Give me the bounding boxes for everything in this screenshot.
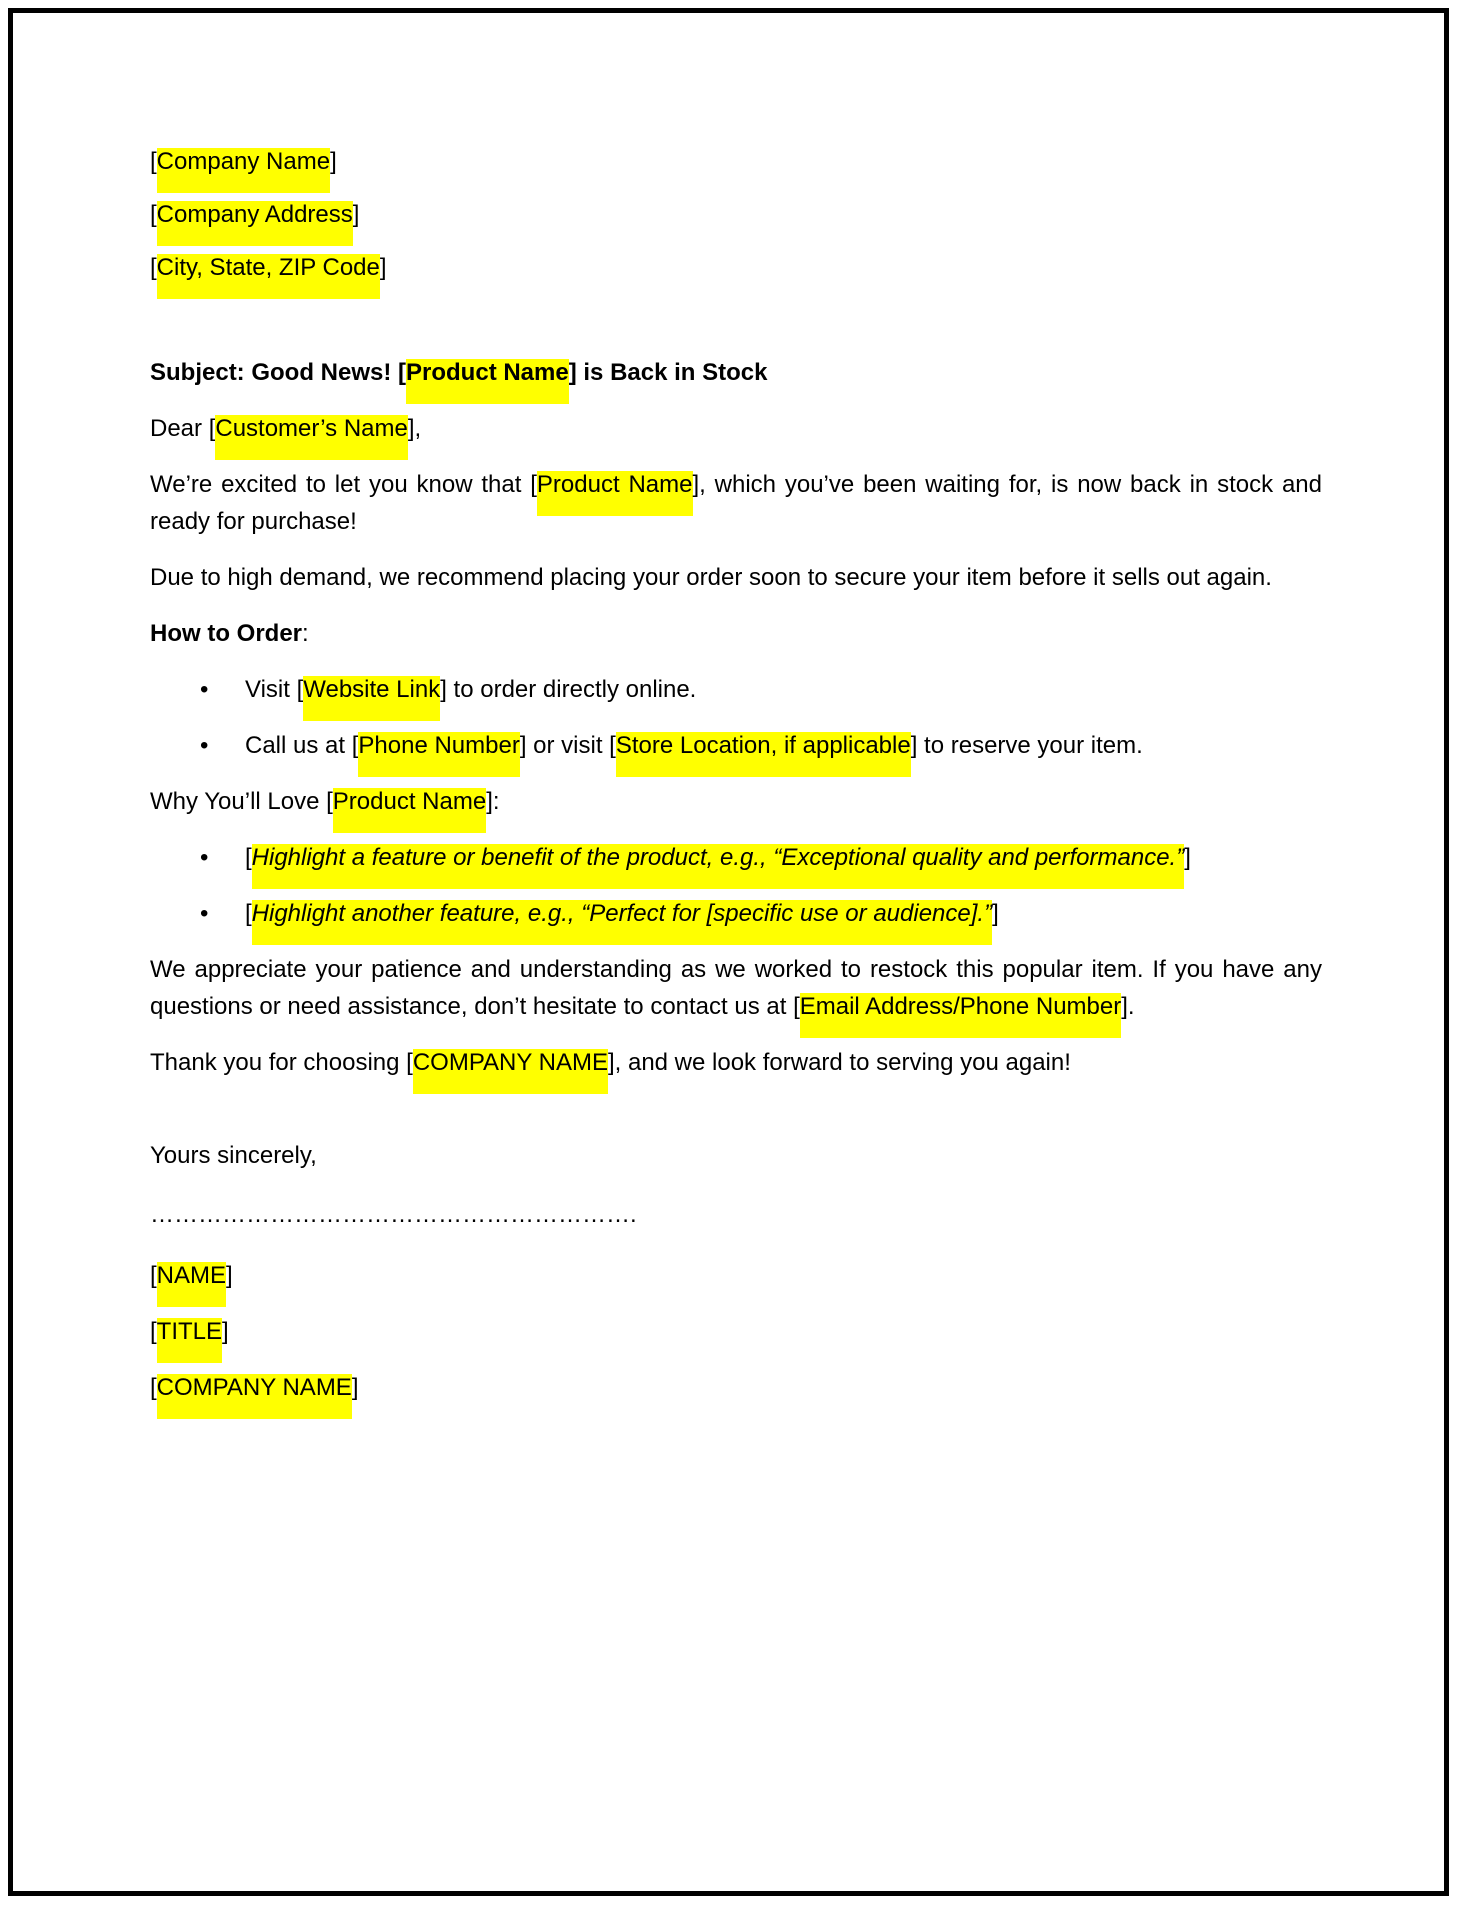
- placeholder-city-state-zip: City, State, ZIP Code: [157, 254, 380, 299]
- list-item: • Visit [Website Link] to order directly online.: [150, 671, 1322, 708]
- placeholder-product-name: Product Name: [406, 359, 569, 404]
- signature-title: [TITLE]: [150, 1313, 1322, 1350]
- sender-city-state-zip: [City, State, ZIP Code]: [150, 249, 1322, 286]
- paragraph-appreciation: We appreciate your patience and understanding as we worked to restock this popular item. If you have any questions or need assistance, don’t hesitate to contact us at [Email Address/Phone Number].: [150, 951, 1322, 1025]
- placeholder-company-address: Company Address: [157, 201, 353, 246]
- how-to-order-heading: How to Order:: [150, 620, 309, 647]
- placeholder-product-name: Product Name: [537, 471, 693, 516]
- placeholder-phone-number: Phone Number: [358, 732, 519, 777]
- closing: Yours sincerely,: [150, 1142, 317, 1169]
- subject-line: Subject: Good News! [Product Name] is Back in Stock: [150, 354, 1322, 391]
- signature-line: …………………………………………………….: [150, 1201, 637, 1228]
- list-item: • [Highlight another feature, e.g., “Perfect for [specific use or audience].”]: [150, 895, 1322, 932]
- paragraph-thanks: Thank you for choosing [COMPANY NAME], and we look forward to serving you again!: [150, 1044, 1322, 1081]
- placeholder-contact: Email Address/Phone Number: [800, 993, 1122, 1038]
- sender-company-name: [Company Name]: [150, 143, 1322, 180]
- placeholder-title: TITLE: [157, 1318, 222, 1363]
- placeholder-feature-2: Highlight another feature, e.g., “Perfect for [specific use or audience].”: [252, 900, 992, 945]
- bullet-icon: •: [200, 676, 209, 703]
- document-page: [8, 8, 1449, 1896]
- placeholder-company-name: COMPANY NAME: [413, 1049, 608, 1094]
- list-item: • [Highlight a feature or benefit of the product, e.g., “Exceptional quality and performance.”]: [150, 839, 1322, 876]
- placeholder-product-name: Product Name: [333, 788, 486, 833]
- letter-body: [150, 143, 1322, 1406]
- placeholder-feature-1: Highlight a feature or benefit of the product, e.g., “Exceptional quality and performance.”: [252, 844, 1185, 889]
- signature-company: [COMPANY NAME]: [150, 1369, 1322, 1406]
- bullet-icon: •: [200, 900, 209, 927]
- paragraph-intro: We’re excited to let you know that [Product Name], which you’ve been waiting for, is now back in stock and ready for purchase!: [150, 471, 1322, 535]
- signature-name: [NAME]: [150, 1257, 1322, 1294]
- why-love-heading: Why You’ll Love [Product Name]:: [150, 783, 1322, 820]
- placeholder-store-location: Store Location, if applicable: [616, 732, 911, 777]
- features-list: [150, 839, 1322, 932]
- salutation: Dear [Customer’s Name],: [150, 410, 1322, 447]
- bullet-icon: •: [200, 732, 209, 759]
- placeholder-website-link: Website Link: [303, 676, 440, 721]
- order-options-list: [150, 671, 1322, 764]
- list-item: • Call us at [Phone Number] or visit [Store Location, if applicable] to reserve your item.: [150, 727, 1322, 764]
- placeholder-company-name: Company Name: [157, 148, 330, 193]
- placeholder-company-name: COMPANY NAME: [157, 1374, 352, 1419]
- paragraph-demand: Due to high demand, we recommend placing your order soon to secure your item before it sells out again.: [150, 564, 1272, 591]
- placeholder-customer-name: Customer’s Name: [215, 415, 408, 460]
- placeholder-name: NAME: [157, 1262, 226, 1307]
- bullet-icon: •: [200, 844, 209, 871]
- sender-company-address: [Company Address]: [150, 196, 1322, 233]
